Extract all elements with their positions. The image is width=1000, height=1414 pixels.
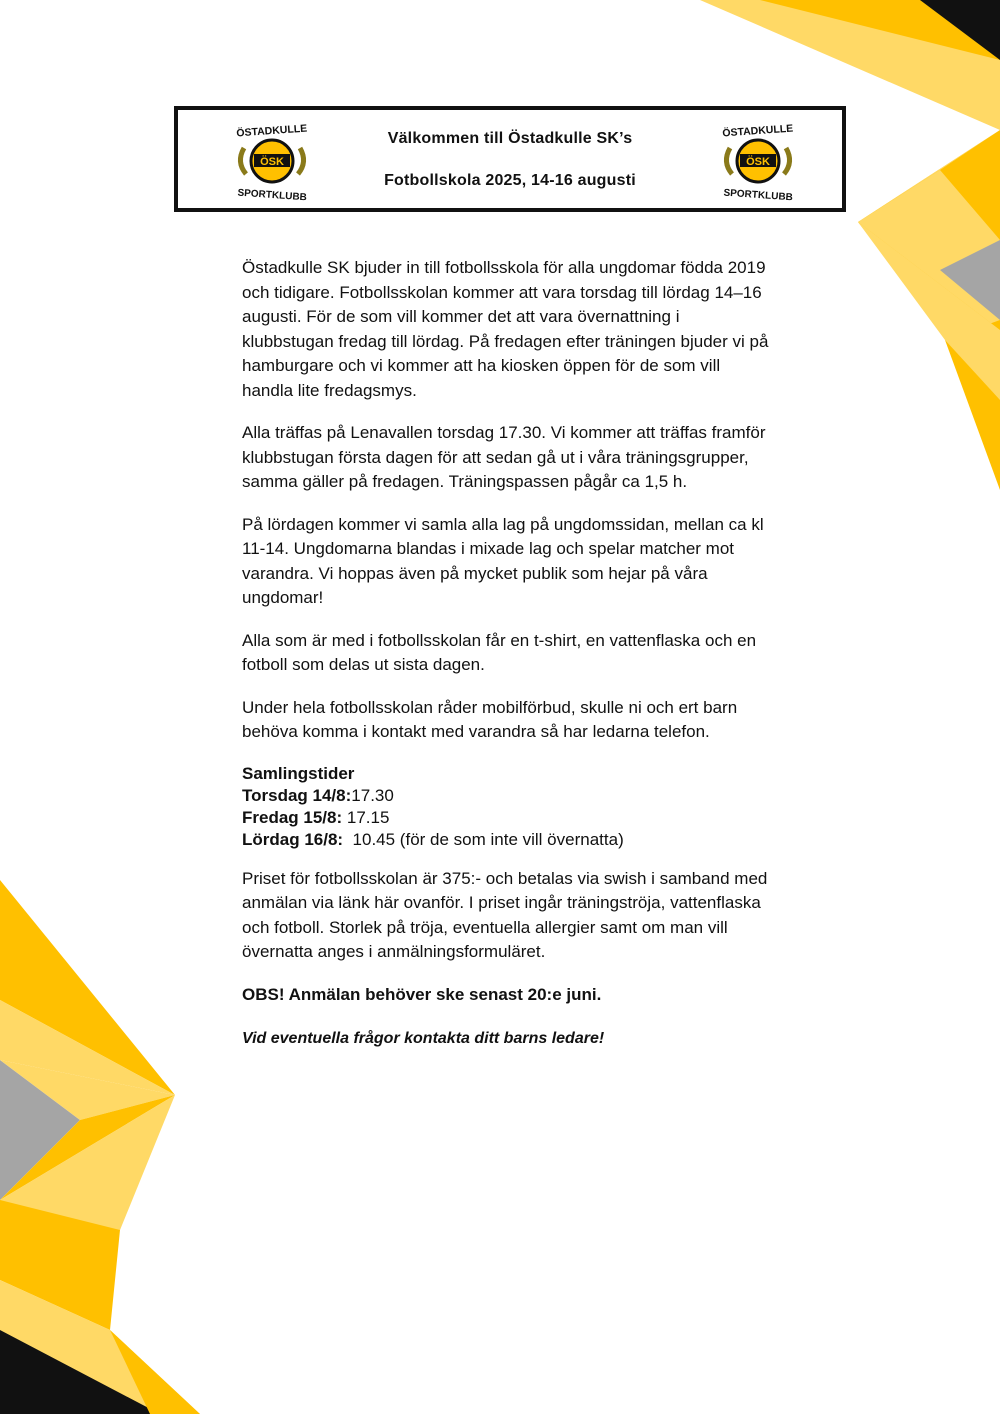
schedule-time: 17.30 <box>351 785 394 805</box>
schedule-time: 10.45 (för de som inte vill övernatta) <box>343 829 624 849</box>
logo-center-text: ÖSK <box>260 156 284 168</box>
paragraph-saturday: På lördagen kommer vi samla alla lag på ungdomssidan, mellan ca kl 11-14. Ungdomarna blandas i mixade lag och spelar matcher mot varandra. Vi hoppas även på mycket publik som hejar på våra ungdomar! <box>242 514 764 607</box>
logo-bottom-text: SPORTKLUBB <box>237 187 308 204</box>
contact-note: Vid eventuella frågor kontakta ditt barns ledare! <box>242 1030 605 1047</box>
logo-center-text: ÖSK <box>746 156 770 168</box>
schedule-day: Fredag 15/8: <box>242 807 343 827</box>
club-logo-right <box>708 114 808 206</box>
schedule-heading: Samlingstider <box>242 763 355 783</box>
schedule-row <box>242 829 772 851</box>
paragraph-meeting: Alla träffas på Lenavallen torsdag 17.30. Vi kommer att träffas framför klubbstugan första dagen för att sedan gå ut i våra träningsgrupper, samma gäller på fredagen. Träningspassen pågår ca 1,5 h. <box>242 423 766 491</box>
registration-deadline: OBS! Anmälan behöver ske senast 20:e juni. <box>242 984 602 1004</box>
paragraph-price: Priset för fotbollsskolan är 375:- och betalas via swish i samband med anmälan via länk här ovanför. I priset ingår träningströja, vattenflaska och fotboll. Storlek på tröja, eventuella allergier samt om man vill övernatta anges i anmälningsformuläret. <box>242 868 768 961</box>
header-title-line1: Välkommen till Östadkulle SK’s <box>387 130 633 147</box>
logo-top-text: ÖSTADKULLE <box>235 122 308 140</box>
logo-bottom-text: SPORTKLUBB <box>723 187 794 204</box>
schedule-day: Torsdag 14/8: <box>242 785 352 805</box>
paragraph-gifts: Alla som är med i fotbollsskolan får en t-shirt, en vattenflaska och en fotboll som delas ut sista dagen. <box>242 630 757 674</box>
paragraph-phone-ban: Under hela fotbollsskolan råder mobilförbud, skulle ni och ert barn behöva komma i kontakt med varandra så har ledarna telefon. <box>242 697 738 741</box>
schedule <box>242 763 772 851</box>
schedule-row <box>242 807 772 829</box>
schedule-row <box>242 785 772 807</box>
club-logo-left <box>222 114 322 206</box>
document-body <box>242 256 772 1052</box>
schedule-day: Lördag 16/8: <box>242 829 344 849</box>
logo-top-text: ÖSTADKULLE <box>721 122 794 140</box>
schedule-time: 17.15 <box>342 807 390 827</box>
header-title-line2: Fotbollskola 2025, 14-16 augusti <box>384 172 636 189</box>
header-box <box>174 106 846 212</box>
paragraph-intro: Östadkulle SK bjuder in till fotbollsskola för alla ungdomar födda 2019 och tidigare. Fotbollsskolan kommer att vara torsdag till lördag 14–16 augusti. För de som vill kommer det att vara övernattning i klubbstugan fredag till lördag. På fredagen efter träningen bjuder vi på hamburgare och vi kommer att ha kiosken öppen för de som vill handla lite fredagsmys. <box>242 258 769 400</box>
